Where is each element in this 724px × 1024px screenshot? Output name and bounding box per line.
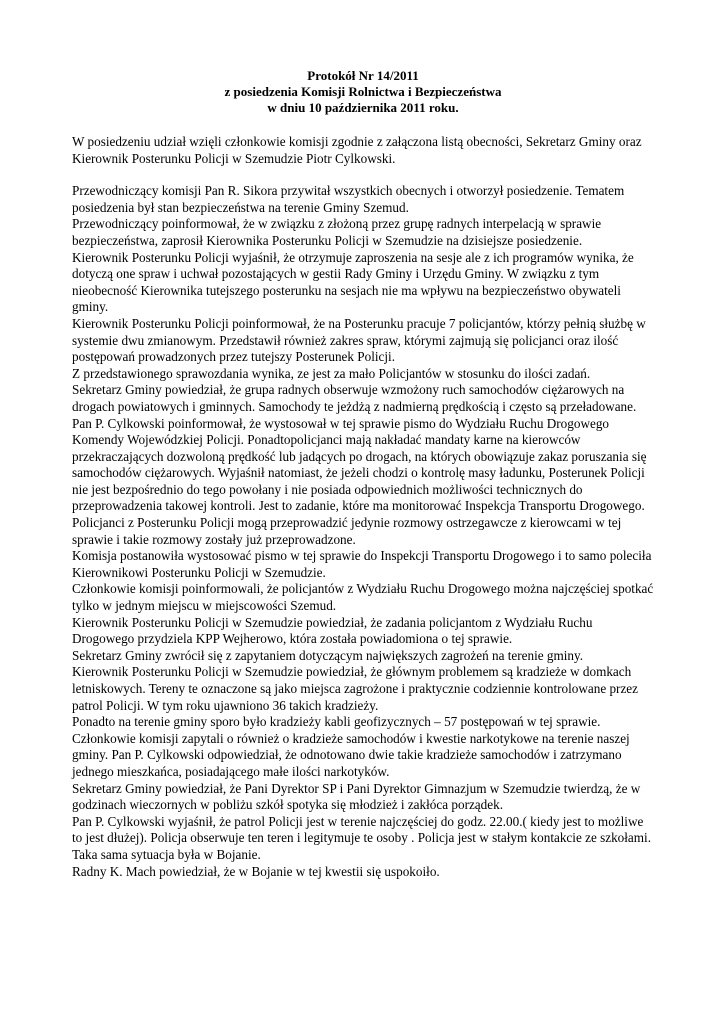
paragraph: Przewodniczący komisji Pan R. Sikora przywitał wszystkich obecnych i otworzył posiedzenie. Tematem posiedzenia był stan bezpieczeństwa na terenie Gminy Szemud. xyxy=(72,183,625,215)
paragraph: Z przedstawionego sprawozdania wynika, ze jest za mało Policjantów w stosunku do ilości zadań. xyxy=(72,365,591,381)
paragraph: Kierownik Posterunku Policji w Szemudzie powiedział, że głównym problemem są kradzieże w domkach letniskowych. Tereny te oznaczone są jako miejsca zagrożone i praktycznie codziennie kontrolowane przez patrol Policji. W tym roku ujawniono 36 takich kradzieży. xyxy=(72,664,639,713)
paragraph: Pan P. Cylkowski poinformował, że wystosował w tej sprawie pismo do Wydziału Ruchu Drogowego Komendy Wojewódzkiej Policji. Ponadtopolicjanci mają nakładać mandaty karne na kierowców przekraczających dozwoloną prędkość lub jadących po drogach, na których obowiązuje zakaz poruszania się samochodów ciężarowych. Wyjaśnił natomiast, że jeżeli chodzi o kontrolę masy ładunku, Posterunek Policji nie jest bezpośrednio do tego powołany i nie posiada odpowiednich możliwości technicznych do przeprowadzenia takowej kontroli. Jest to zadanie, które ma monitorować Inspekcja Transportu Drogowego. Policjanci z Posterunku Policji mogą przeprowadzić jedynie rozmowy ostrzegawcze z kierowcami w tej sprawie i takie rozmowy zostały już przeprowadzone. xyxy=(72,415,647,547)
paragraph: Sekretarz Gminy powiedział, że Pani Dyrektor SP i Pani Dyrektor Gimnazjum w Szemudzie twierdzą, że w godzinach wieczornych w pobliżu szkół spotyka się młodzież i zakłóca porządek. xyxy=(72,780,641,813)
paragraph: Przewodniczący poinformował, że w związku z złożoną przez grupę radnych interpelacją w sprawie bezpieczeństwa, zaprosił Kierownika Posterunku Policji w Szemudzie na dzisiejsze posiedzenie. xyxy=(72,216,602,248)
title-line-1: Protokół Nr 14/2011 xyxy=(307,68,419,83)
paragraph: Komisja postanowiła wystosować pismo w tej sprawie do Inspekcji Transportu Drogowego i to samo poleciła Kierownikowi Posterunku Policji w Szemudzie. xyxy=(72,548,652,580)
title-line-2: z posiedzenia Komisji Rolnictwa i Bezpieczeństwa xyxy=(224,84,502,99)
paragraph: Kierownik Posterunku Policji w Szemudzie powiedział, że zadania policjantom z Wydziału Ruchu Drogowego przydziela KPP Wejherowo, która została powiadomiona o tej sprawie. xyxy=(72,614,593,647)
paragraph: Kierownik Posterunku Policji poinformował, że na Posterunku pracuje 7 policjantów, którzy pełnią służbę w systemie dwu zmianowym. Przedstawił również zakres spraw, którymi zajmują się policjanci oraz ilość postępowań prowadzonych przez tutejszy Posterunek Policji. xyxy=(72,315,646,365)
paragraph: Ponadto na terenie gminy sporo było kradzieży kabli geofizycznych – 57 postępowań w tej sprawie. xyxy=(72,714,601,730)
paragraph: Kierownik Posterunku Policji wyjaśnił, że otrzymuje zaproszenia na sesje ale z ich programów wynika, że dotyczą one spraw i uchwał pozostających w gestii Rady Gminy i Urzędu Gminy. W związku z tym nieobecność Kierownika tutejszego posterunku na sesjach nie ma wpływu na bezpieczeństwo obywateli gminy. xyxy=(72,249,634,315)
document-title xyxy=(72,68,654,116)
intro-paragraph: W posiedzeniu udział wzięli członkowie komisji zgodnie z załączona listą obecności, Sekretarz Gminy oraz Kierownik Posterunku Policji w Szemudzie Piotr Cylkowski. xyxy=(72,134,642,166)
document-body xyxy=(72,134,654,880)
paragraph: Członkowie komisji poinformowali, że policjantów z Wydziału Ruchu Drogowego można najczęściej spotkać tylko w jednym miejscu w miejscowości Szemud. xyxy=(72,581,654,614)
title-line-3: w dniu 10 października 2011 roku. xyxy=(267,100,459,115)
paragraph: Członkowie komisji zapytali o również o kradzieże samochodów i kwestie narkotykowe na terenie naszej gminy. Pan P. Cylkowski odpowiedział, że odnotowano dwie takie kradzieże samochodów i zatrzymano jednego mieszkańca, posiadającego małe ilości narkotyków. xyxy=(72,730,630,779)
paragraph: Radny K. Mach powiedział, że w Bojanie w tej kwestii się uspokoiło. xyxy=(72,863,440,879)
paragraph: Pan P. Cylkowski wyjaśnił, że patrol Policji jest w terenie najczęściej do godz. 22.00.( kiedy jest to możliwe to jest dłużej). Policja obserwuje ten teren i legitymuje te osoby . Policja jest w stałym kontakcie ze szkołami. Taka sama sytuacja była w Bojanie. xyxy=(72,813,652,862)
paragraph: Sekretarz Gminy powiedział, że grupa radnych obserwuje wzmożony ruch samochodów ciężarowych na drogach powiatowych i gminnych. Samochody te jeżdżą z nadmierną prędkością i często są przeładowane. xyxy=(72,382,637,414)
paragraph: Sekretarz Gminy zwrócił się z zapytaniem dotyczącym największych zagrożeń na terenie gminy. xyxy=(72,647,584,663)
